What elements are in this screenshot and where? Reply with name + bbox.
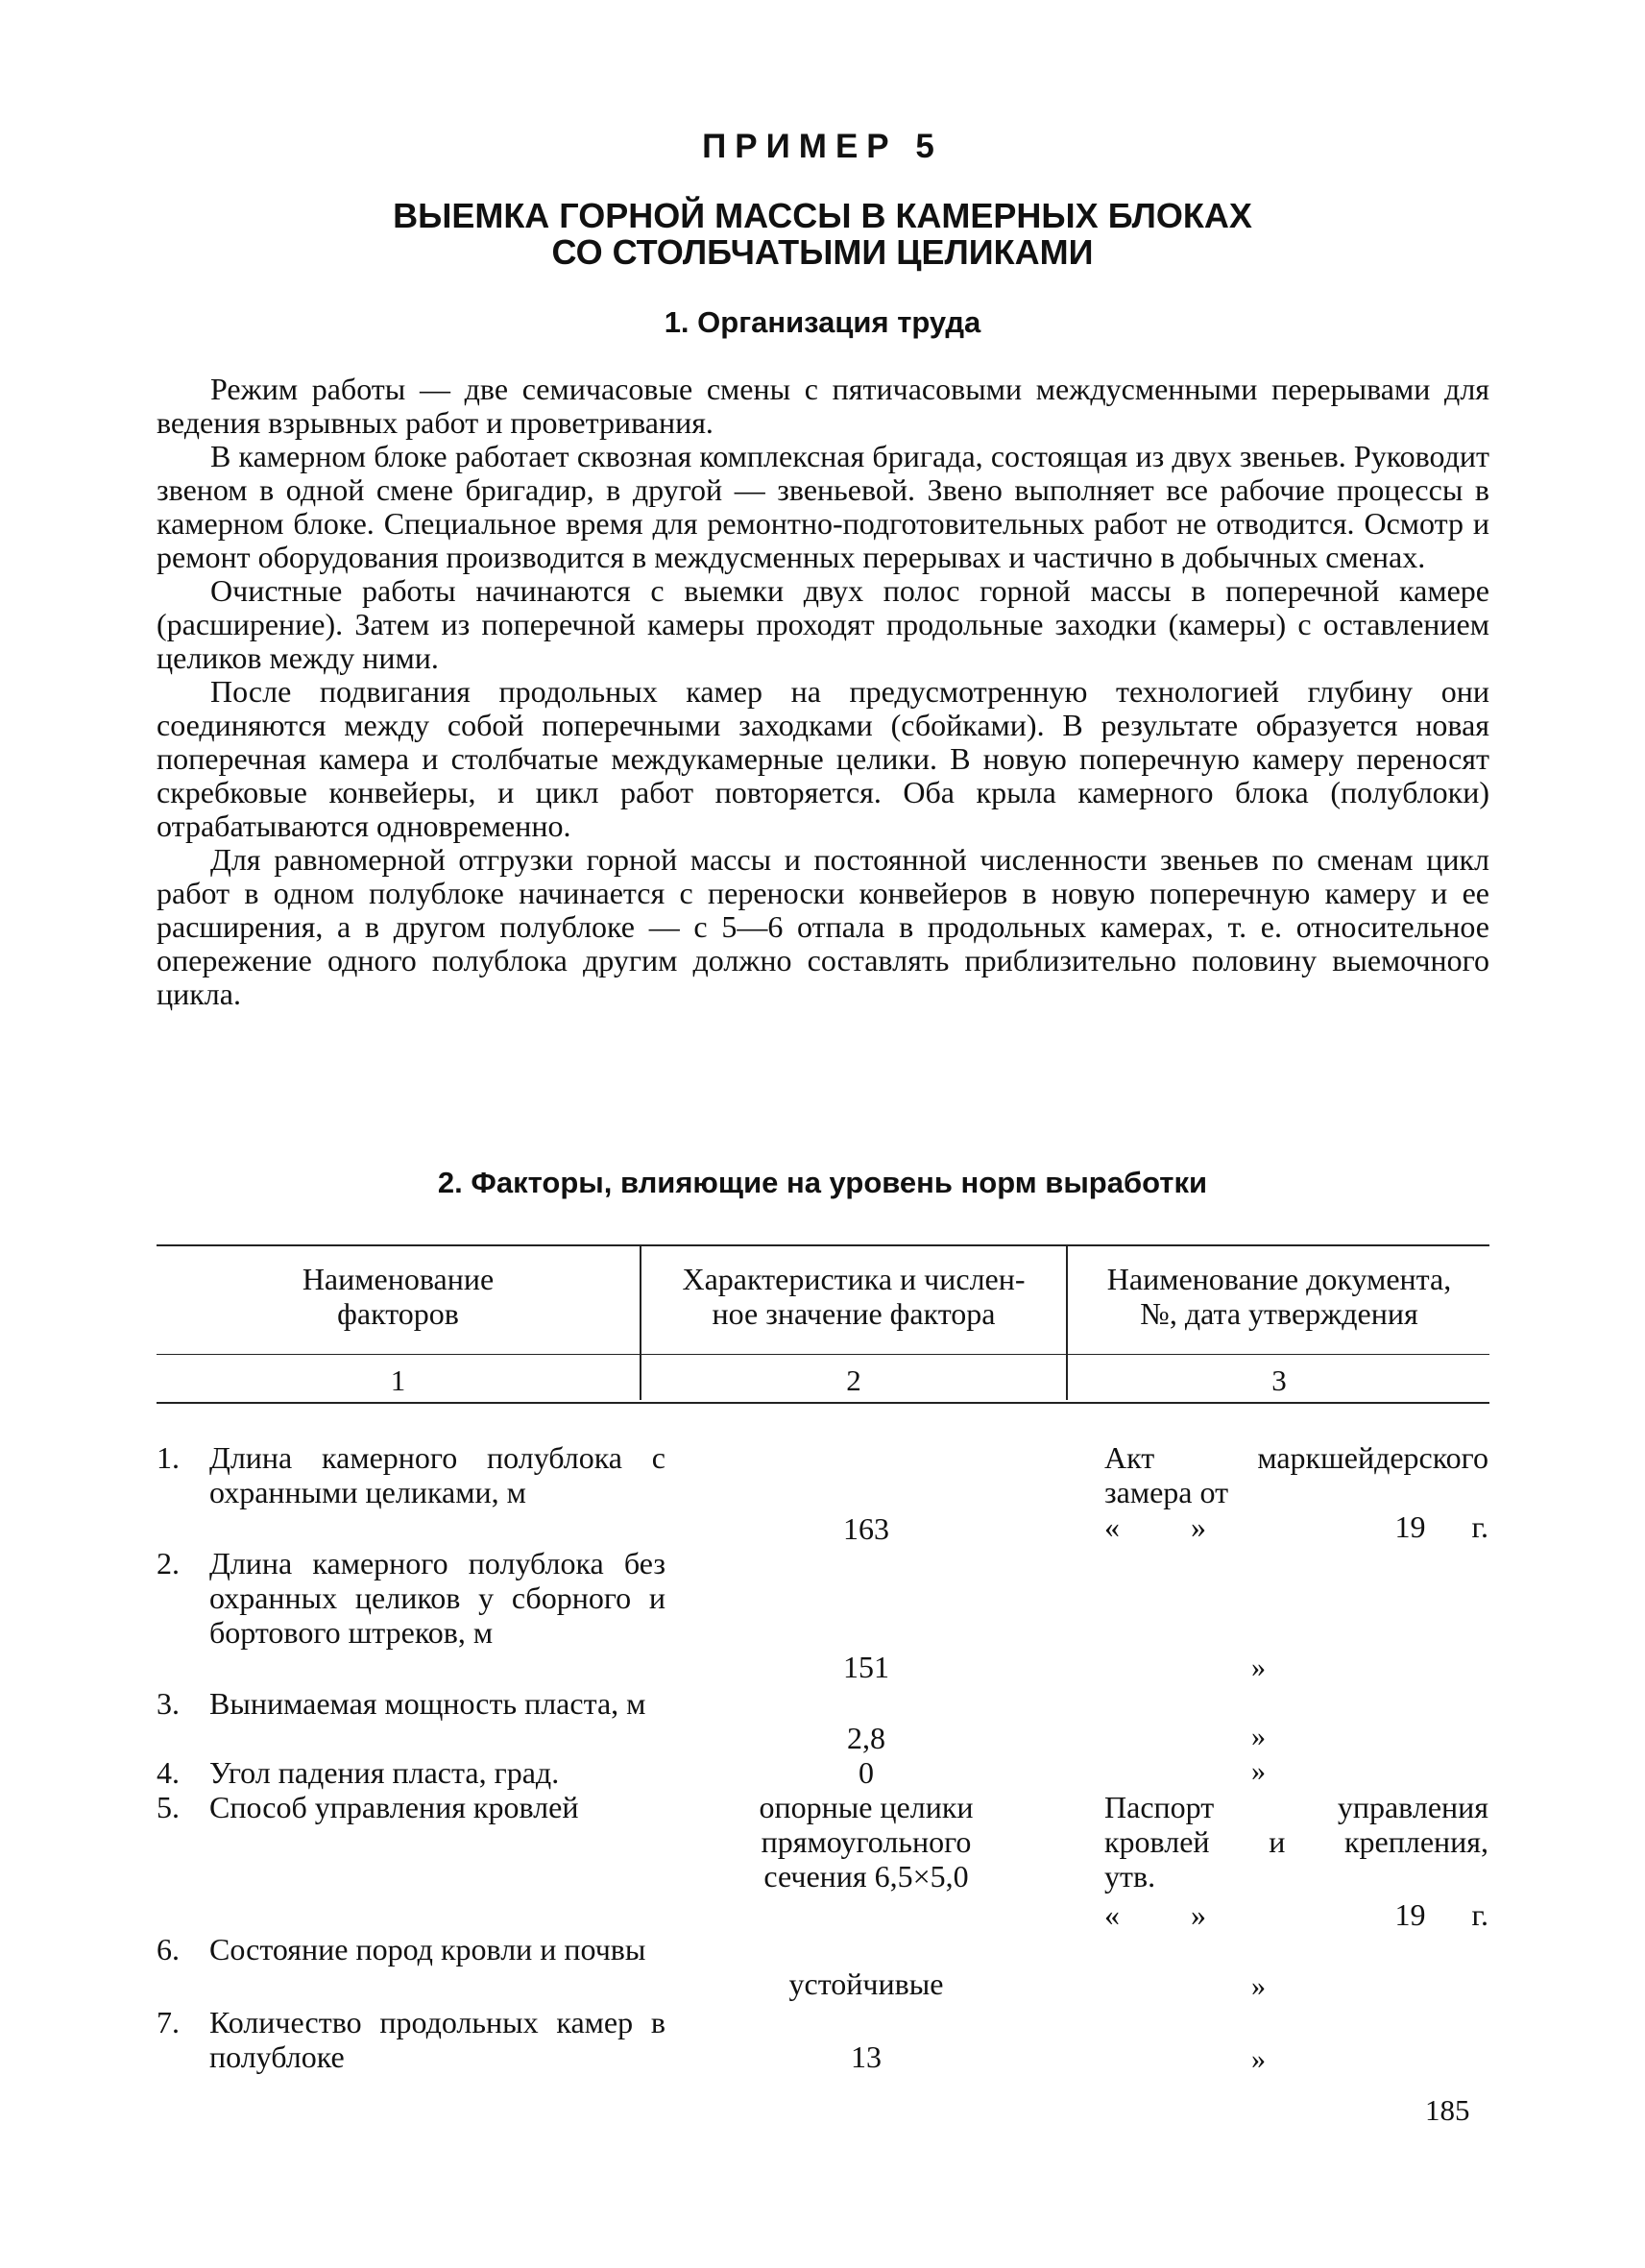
column-number: 3 [1271, 1363, 1287, 1397]
factor-value: 151 [843, 1650, 889, 1684]
factor-value: 13 [851, 2039, 882, 2074]
ditto-mark: » [1251, 1721, 1266, 1752]
header-underline [157, 1354, 1489, 1355]
row-number: 3. [157, 1686, 180, 1721]
factor-name: Способ управления кровлей [209, 1790, 579, 1824]
ditto-mark: » [1251, 1755, 1266, 1787]
document-reference: Паспорт управления кровлей и крепления, утв. « » 19 г. [1104, 1790, 1488, 1932]
factor-value: устойчивые [788, 1966, 944, 2001]
row-number: 1. [157, 1440, 180, 1475]
row-number: 6. [157, 1932, 180, 1966]
example-heading: ПРИМЕР 5 [702, 128, 943, 165]
factor-name: Длина камерного полублока с охранными целиками, м [209, 1440, 665, 1509]
row-number: 7. [157, 2005, 180, 2039]
row-number: 2. [157, 1546, 180, 1580]
ditto-mark: » [1251, 1970, 1266, 2002]
factor-name: Количество продольных камер в полублоке [209, 2005, 665, 2074]
ditto-mark: » [1251, 2043, 1266, 2075]
paragraph: После подвигания продольных камер на предусмотренную технологией глубину они соединяются между собой поперечными заходками (сбойками). В результате образуется новая поперечная камера и столбчатые междукамерные целики. В новую поперечную камеру переносят скребковые конвейеры, и цикл работ повторяется. Оба крыла камерного блока (полублоки) отрабатываются одновременно. [157, 674, 1489, 843]
factor-value: 163 [843, 1511, 889, 1546]
factor-name: Длина камерного полублока без охранных целиков у сборного и бортового штреков, м [209, 1546, 665, 1650]
document-reference: Акт маркшейдерского замера от « » 19 г. [1104, 1440, 1488, 1544]
document-title [0, 198, 1645, 271]
paragraph: Очистные работы начинаются с выемки двух полос горной массы в поперечной камере (расширение). Затем из поперечной камеры проходят продольные заходки (камеры) с оставлением целиков между ними. [157, 573, 1489, 675]
paragraph: Для равномерной отгрузки горной массы и постоянной численности звеньев по сменам цикл работ в одном полублоке начинается с переноски конвейеров в новую поперечную камеру и ее расширения, а в другом полублоке — с 5—6 отпала в продольных камерах, т. е. относительное опережение одного полублока другим должно составлять приблизительно половину выемочного цикла. [157, 842, 1489, 1011]
section-1-body [157, 373, 1489, 1011]
section-1-title: 1. Организация труда [664, 305, 981, 339]
factor-name: Вынимаемая мощность пласта, м [209, 1686, 646, 1721]
factor-name: Угол падения пласта, град. [209, 1755, 560, 1790]
page-number: 185 [1425, 2093, 1470, 2127]
ditto-mark: » [1251, 1652, 1266, 1683]
column-header-characteristic: Характеристика и числен- ное значение фактора [682, 1262, 1026, 1331]
column-header-document: Наименование документа, №, дата утверждения [1106, 1262, 1452, 1331]
factor-value: 0 [859, 1755, 874, 1790]
row-number: 5. [157, 1790, 180, 1824]
column-header-factors: Наименование факторов [302, 1262, 495, 1331]
title-line-2: СО СТОЛБЧАТЫМИ ЦЕЛИКАМИ [551, 232, 1094, 272]
column-number: 2 [846, 1363, 861, 1397]
title-line-1: ВЫЕМКА ГОРНОЙ МАССЫ В КАМЕРНЫХ БЛОКАХ [393, 196, 1252, 235]
paragraph: В камерном блоке работает сквозная комплексная бригада, состоящая из двух звеньев. Руководит звеном в одной смене бригадир, в другой — звеньевой. Звено выполняет все рабочие процессы в камерном блоке. Специальное время для ремонтно-подготовительных работ не отводится. Осмотр и ремонт оборудования производится в междусменных перерывах и частично в добычных сменах. [157, 439, 1489, 574]
row-number: 4. [157, 1755, 180, 1790]
paragraph: Режим работы — две семичасовые смены с пятичасовыми междусменными перерывами для ведения взрывных работ и проветривания. [157, 372, 1489, 440]
factor-value: 2,8 [847, 1721, 885, 1755]
table-header-bottom-rule [157, 1402, 1489, 1404]
section-2-title: 2. Факторы, влияющие на уровень норм выработки [437, 1166, 1208, 1199]
factor-name: Состояние пород кровли и почвы [209, 1932, 646, 1966]
column-number: 1 [390, 1363, 406, 1397]
table-top-rule [157, 1244, 1489, 1246]
factor-value: опорные целики прямоугольного сечения 6,5×5,0 [759, 1790, 974, 1894]
